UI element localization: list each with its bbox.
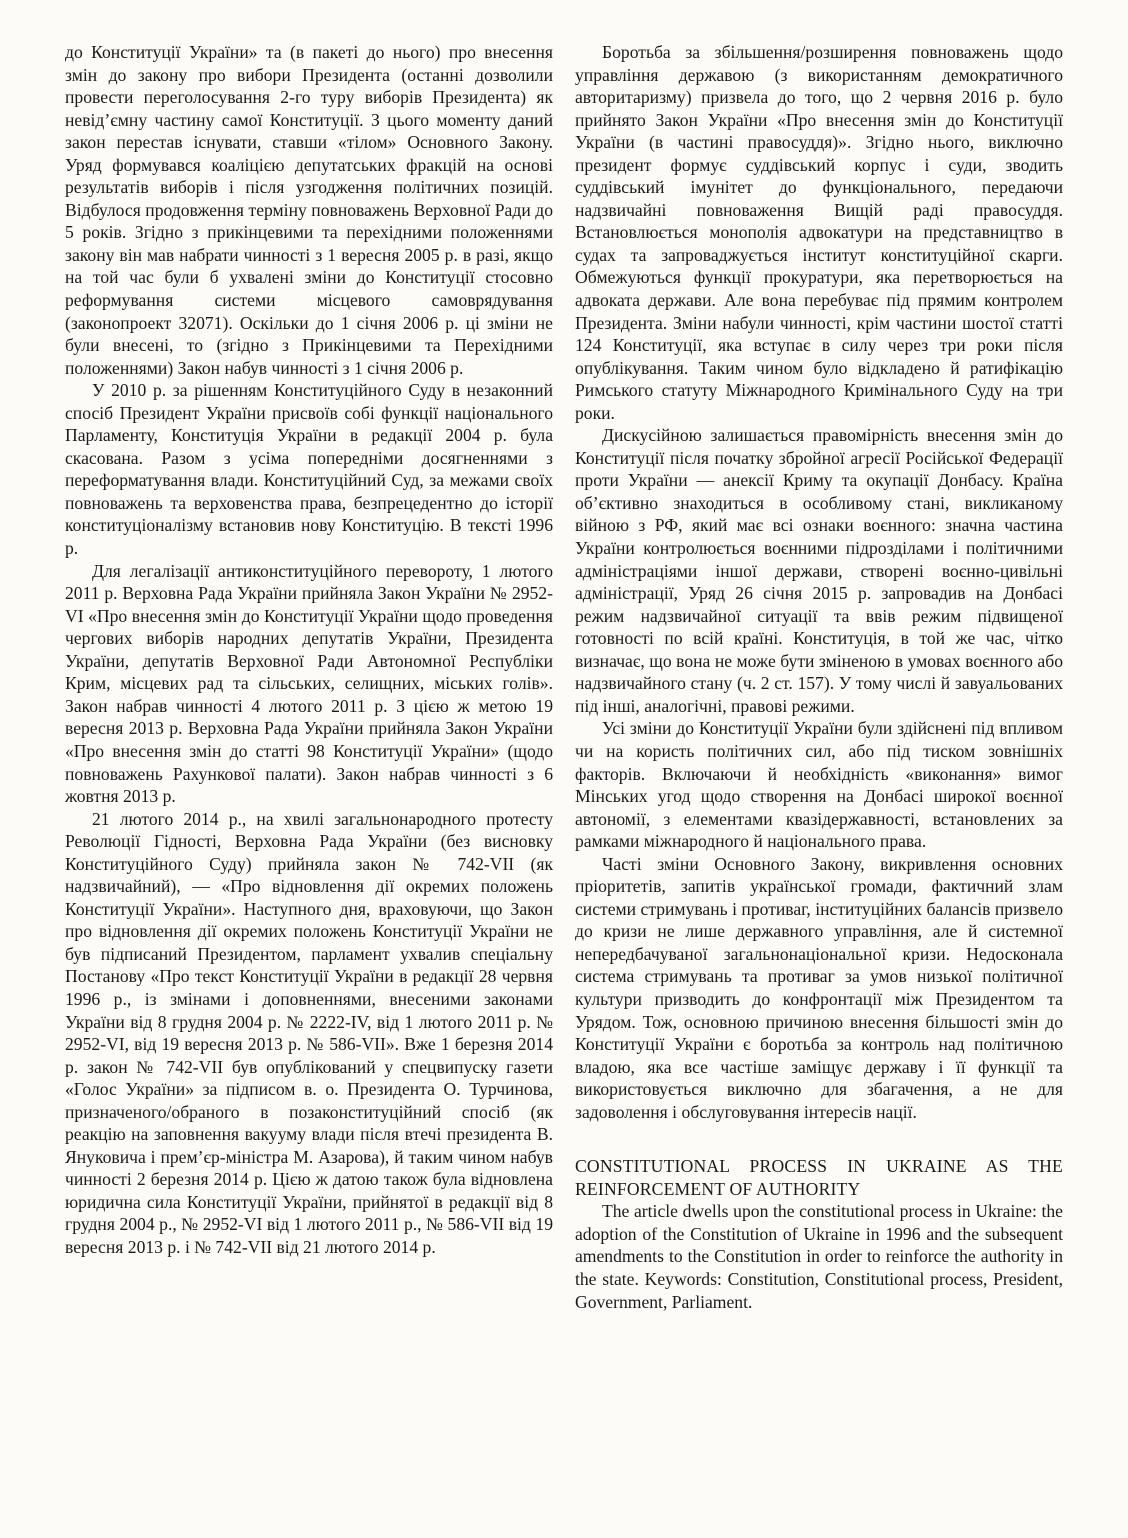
paragraph: Часті зміни Основного Закону, викривлення основних пріоритетів, запитів української громади, фактичний злам системи стримувань і противаг, інституційних балансів призвело до кризи не лише державного управління, але й системної непередбачуваної загальнонаціональної кризи. Недосконала система стримувань та противаг за умов низької політичної культури призводить до конфронтації між Президентом та Урядом. Тож, основною причиною внесення більшості змін до Конституції України є боротьба за контроль над політичною владою, яка все частіше заміщує державу і її функції та використовується виключно для збагачення, а не для задоволення і обслуговування інтересів нації. <box>575 853 1063 1122</box>
summary-title: CONSTITUTIONAL PROCESS IN UKRAINE AS THE REINFORCEMENT OF AUTHORITY <box>575 1156 1063 1199</box>
left-column <box>65 41 553 1313</box>
paragraph: У 2010 р. за рішенням Конституційного Суду в незаконний спосіб Президент України присвоїв собі функції національного Парламенту, Конституція України в редакції 2004 р. була скасована. Разом з усіма попередніми досягненнями з переформатування влади. Конституційний Суд, за межами своїх повноважень та верховенства права, безпрецедентно до історії конституціоналізму встановив нову Конституцію. В тексті 1996 р. <box>65 380 553 559</box>
english-summary <box>575 1155 1063 1313</box>
paragraph: 21 лютого 2014 р., на хвилі загальнонародного протесту Революції Гідності, Верховна Рада України (без висновку Конституційного Суду) прийняла закон № 742-VII (як надзвичайний), — «Про відновлення дії окремих положень Конституції України». Наступного дня, враховуючи, що Закон про відновлення дії окремих положень Конституції України не був підписаний Президентом, парламент ухвалив спеціальну Постанову «Про текст Конституції України в редакції 28 червня 1996 р., із змінами і доповненнями, внесеними законами України від 8 грудня 2004 р. № 2222-IV, від 1 лютого 2011 р. № 2952-VI, від 19 вересня 2013 р. № 586-VII». Вже 1 березня 2014 р. закон № 742-VII був опублікований у спецвипуску газети «Голос України» за підписом в. о. Президента О. Турчинова, призначеного/обраного в позаконституційний спосіб (як реакцію на заповнення вакууму влади після втечі президента В. Януковича і прем’єр-міністра М. Азарова), й таким чином набув чинності 2 березня 2014 р. Цією ж датою також була відновлена юридична сила Конституції України, прийнятої в редакції від 8 грудня 2004 р., № 2952-VI від 1 лютого 2011 р., № 586-VII від 19 вересня 2013 р. і № 742-VII від 21 лютого 2014 р. <box>65 808 553 1257</box>
paragraph: Для легалізації антиконституційного перевороту, 1 лютого 2011 р. Верховна Рада України прийняла Закон України № 2952-VI «Про внесення змін до Конституції України щодо проведення чергових виборів народних депутатів України, Президента України, депутатів Верховної Ради Автономної Республіки Крим, місцевих рад та сільських, селищних, міських голів». Закон набрав чинності 4 лютого 2011 р. З цією ж метою 19 вересня 2013 р. Верховна Рада України прийняла Закон України «Про внесення змін до статті 98 Конституції України» (щодо повноважень Рахункової палати). Закон набрав чинності з 6 жовтня 2013 р. <box>65 560 553 807</box>
summary-body: The article dwells upon the constitutional process in Ukraine: the adoption of the Constitution of Ukraine in 1996 and the subsequent amendments to the Constitution in order to reinforce the authority in the state. Keywords: Constitution, Constitutional process, President, Government, Parliament. <box>575 1201 1063 1312</box>
paragraph: Дискусійною залишається правомірність внесення змін до Конституції після початку збройної агресії Російської Федерації проти України — анексії Криму та окупації Донбасу. Країна об’єктивно знаходиться в особливому стані, викликаному війною з РФ, який має всі ознаки воєнного: значна частина України контролюється воєнними підрозділами і політичними адміністраціями іншої держави, створені воєнно-цивільні адміністрації, Уряд 26 січня 2015 р. запровадив на Донбасі режим надзвичайної ситуації та ввів режим підвищеної готовності по всій країні. Конституція, в той же час, чітко визначає, що вона не може бути зміненою в умовах воєнного або надзвичайного стану (ч. 2 ст. 157). У тому числі й завуальованих під інші, аналогічні, правові режими. <box>575 425 1063 716</box>
paragraph: Усі зміни до Конституції України були здійснені під впливом чи на користь політичних сил, або під тиском зовнішніх факторів. Включаючи й необхідність «виконання» вимог Мінських угод щодо створення на Донбасі широкої воєнної автономії, з елементами квазідержавності, встановлених за рамками міжнародного й національного права. <box>575 718 1063 852</box>
page-body <box>65 41 1063 1313</box>
right-column <box>575 41 1063 1313</box>
paragraph: Боротьба за збільшення/розширення повноважень щодо управління державою (з використанням демократичного авторитаризму) призвела до того, що 2 червня 2016 р. було прийнято Закон України «Про внесення змін до Конституції України (в частині правосуддя)». Згідно нього, виключно президент формує суддівський корпус і суди, зводить суддівський імунітет до функціонального, передаючи надзвичайні повноваження Вищій раді правосуддя. Встановлюється монополія адвокатури на представництво в судах та запроваджується інститут конституційної скарги. Обмежуються функції прокуратури, яка перетворюється на адвоката держави. Але вона перебуває під прямим контролем Президента. Зміни набули чинності, крім частини шостої статті 124 Конституції, яка вступає в силу через три роки після опублікування. Таким чином було відкладено й ратифікацію Римського статуту Міжнародного Кримінального Суду на три роки. <box>575 42 1063 423</box>
paragraph-continuation: до Конституції України» та (в пакеті до нього) про внесення змін до закону про вибори Президента (останні дозволили провести переголосування 2-го туру виборів Президента) як невід’ємну частину самої Конституції. З цього моменту даний закон перестав існувати, ставши «тілом» Основного Закону. Уряд формувався коаліцією депутатських фракцій на основі результатів виборів і після узгодження політичних позицій. Відбулося продовження терміну повноважень Верховної Ради до 5 років. Згідно з прикінцевими та перехідними положеннями закону він мав набрати чинності з 1 вересня 2005 р. в разі, якщо на той час були б ухвалені зміни до Конституції стосовно реформування системи місцевого самоврядування (законопроект 32071). Оскільки до 1 січня 2006 р. ці зміни не були внесені, то (згідно з Прикінцевими та Перехідними положеннями) Закон набув чинності з 1 січня 2006 р. <box>65 42 553 378</box>
